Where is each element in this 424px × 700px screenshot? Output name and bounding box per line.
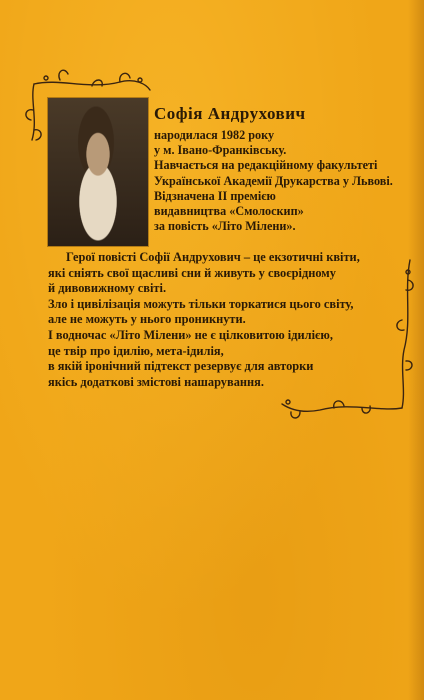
description-line: Зло і цивілізація можуть тільки торкатися цього світу, xyxy=(48,296,354,311)
author-name: Софія Андрухович xyxy=(154,104,306,123)
book-description xyxy=(48,250,398,390)
description-line: це твір про ідилію, мета-ідилія, xyxy=(48,343,224,358)
bio-line: за повість «Літо Мілени». xyxy=(154,219,296,234)
bio-line: народилася 1982 року xyxy=(154,128,275,142)
author-portrait-photo xyxy=(48,98,148,246)
description-line: якісь додаткові змістові нашарування. xyxy=(48,374,264,389)
author-bio xyxy=(154,128,404,234)
description-line: які сніять свої щасливі сни й живуть у своєрідному xyxy=(48,265,336,280)
bio-line: Української Академії Друкарства у Львові. xyxy=(154,173,393,188)
description-line: І водночас «Літо Мілени» не є цілковитою ідилією, xyxy=(48,327,333,342)
bio-line: Навчається на редакційному факультеті xyxy=(154,158,378,173)
bio-line: у м. Івано-Франківську. xyxy=(154,143,287,158)
description-line: й дивовижному світі. xyxy=(48,281,167,296)
bio-line: Відзначена II премією xyxy=(154,188,276,203)
description-line: Герої повісті Софії Андрухович – це екзотичні квіти, xyxy=(66,250,360,264)
description-line: але не можуть у нього проникнути. xyxy=(48,312,246,327)
bio-line: видавництва «Смолоскип» xyxy=(154,204,304,219)
description-line: в якій іронічний підтекст резервує для авторки xyxy=(48,359,314,374)
